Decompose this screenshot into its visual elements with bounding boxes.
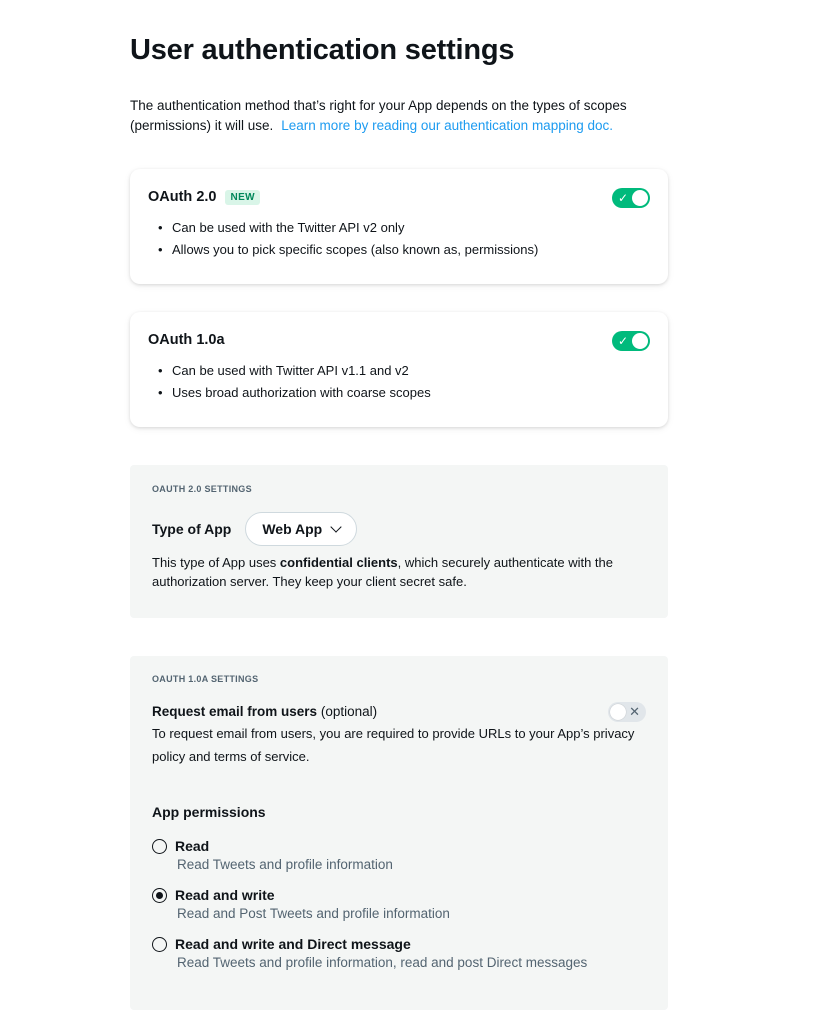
oauth2-feature-list — [158, 217, 538, 261]
permission-label: Read — [175, 838, 210, 854]
toggle-knob — [632, 333, 648, 349]
oauth2-card-header — [148, 189, 260, 205]
oauth2-toggle[interactable] — [612, 188, 650, 208]
oauth1-card-header — [148, 332, 225, 348]
desc-text: , which securely authenticate with the authorization server. They keep your client secret safe. — [152, 555, 613, 589]
permission-label: Read and write — [175, 887, 275, 903]
permission-option-read-write-dm[interactable] — [152, 935, 587, 973]
x-icon: ✕ — [629, 704, 640, 719]
app-type-select[interactable] — [245, 512, 357, 546]
oauth2-settings-label: OAUTH 2.0 SETTINGS — [152, 484, 252, 494]
toggle-knob — [632, 190, 648, 206]
request-email-label: Request email from users — [152, 704, 318, 719]
radio-button[interactable] — [152, 937, 167, 952]
oauth1-toggle[interactable] — [612, 331, 650, 351]
app-type-value: Web App — [262, 521, 323, 537]
desc-emphasis: confidential clients — [279, 555, 398, 570]
oauth1-settings-label: OAUTH 1.0A SETTINGS — [152, 674, 259, 684]
intro-text — [130, 96, 670, 136]
auth-mapping-doc-link[interactable]: Learn more by reading our authentication mapping doc. — [281, 118, 613, 133]
app-type-row — [152, 512, 357, 546]
list-item: • Can be used with Twitter API v1.1 and v2 — [158, 360, 431, 382]
oauth2-settings-panel — [130, 465, 668, 618]
oauth1-feature-list — [158, 360, 431, 404]
oauth2-card — [130, 169, 668, 284]
list-item: • Can be used with the Twitter API v2 only — [158, 217, 538, 239]
request-email-description: To request email from users, you are required to provide URLs to your App’s privacy policy and terms of service. — [152, 726, 635, 764]
list-item: • Uses broad authorization with coarse scopes — [158, 382, 431, 404]
app-type-label: Type of App — [152, 521, 232, 537]
permission-option-read[interactable] — [152, 837, 393, 875]
oauth1-title: OAuth 1.0a — [148, 332, 225, 348]
permission-description: Read Tweets and profile information — [177, 857, 393, 872]
request-email-toggle[interactable] — [608, 702, 646, 722]
intro-description: The authentication method that’s right for your App depends on the types of scopes (permissions) it will use. — [130, 98, 627, 133]
check-icon: ✓ — [618, 191, 629, 205]
check-icon: ✓ — [618, 334, 629, 348]
app-type-description — [152, 553, 652, 591]
toggle-knob — [610, 704, 626, 720]
oauth1-card — [130, 312, 668, 427]
new-badge: NEW — [225, 190, 260, 205]
radio-button[interactable] — [152, 888, 167, 903]
list-item: • Allows you to pick specific scopes (also known as, permissions) — [158, 239, 538, 261]
app-permissions-title: App permissions — [152, 804, 266, 820]
oauth1-settings-panel — [130, 656, 668, 1010]
oauth2-title: OAuth 2.0 — [148, 189, 217, 205]
desc-text: This type of App uses — [152, 555, 280, 570]
page-title: User authentication settings — [130, 34, 515, 66]
permission-option-read-write[interactable] — [152, 886, 450, 924]
chevron-down-icon — [331, 521, 342, 532]
permission-description: Read and Post Tweets and profile information — [177, 906, 450, 921]
radio-button[interactable] — [152, 839, 167, 854]
optional-label: (optional) — [320, 704, 378, 719]
permission-description: Read Tweets and profile information, read and post Direct messages — [177, 955, 588, 970]
permission-label: Read and write and Direct message — [175, 936, 411, 952]
request-email-title — [152, 704, 377, 719]
